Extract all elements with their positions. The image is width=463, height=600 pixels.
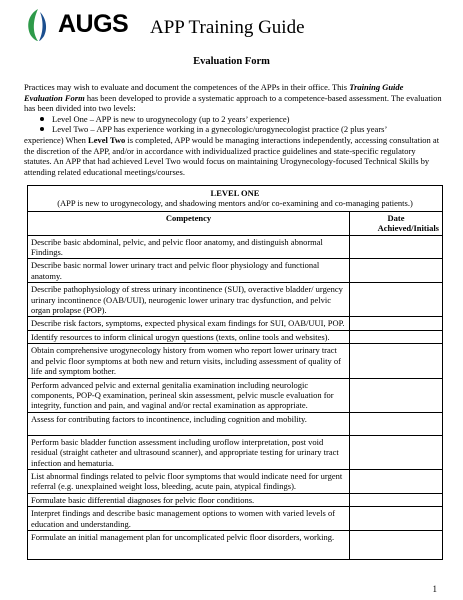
- intro-paragraph-1: Practices may wish to evaluate and document the competences of the APPs in their office. This Training Guide Evaluation Form has been developed to provide a systematic approach to a competence-based assessment. The evaluation has been divided into two levels:: [24, 82, 442, 114]
- date-entry-cell[interactable]: [350, 330, 443, 343]
- table-row: Describe pathophysiology of stress urinary incontinence (SUI), overactive bladder/ urgency urinary incontinence (OAB/UUI), neurogenic lower urinary trac dysfunction, and pelvic organ prolapse (POP).: [28, 283, 443, 317]
- date-entry-cell[interactable]: [350, 235, 443, 259]
- level-one-bullet: Level One – APP is new to urogynecology (up to 2 years’ experience): [52, 114, 444, 125]
- competency-table: [27, 185, 443, 560]
- date-entry-cell[interactable]: [350, 469, 443, 493]
- competency-header: Competency: [28, 211, 350, 235]
- date-entry-cell[interactable]: [350, 530, 443, 559]
- table-row: Describe basic normal lower urinary tract and pelvic floor physiology and functional anatomy.: [28, 259, 443, 283]
- document-title: APP Training Guide: [150, 17, 305, 38]
- augs-logo-icon: [24, 8, 52, 42]
- date-entry-cell[interactable]: [350, 317, 443, 330]
- column-header-row: [28, 211, 443, 235]
- date-header: Date Achieved/Initials: [350, 211, 443, 235]
- date-entry-cell[interactable]: [350, 435, 443, 469]
- level-two-emphasis: Level Two: [88, 134, 126, 145]
- level-header-row: [28, 186, 443, 212]
- level-two-bullet: Level Two – APP has experience working in a gynecologic/urogynecologist practice (2 plus years’: [52, 124, 444, 135]
- table-row: Identify resources to inform clinical urogyn questions (texts, online tools and websites).: [28, 330, 443, 343]
- date-entry-cell[interactable]: [350, 344, 443, 378]
- date-entry-cell[interactable]: [350, 378, 443, 412]
- intro-paragraph-2: experience) When Level Two is completed, APP would be managing interactions independently, accessing consultation at the discretion of the APP, and/or in accordance with individualized practice guidelines and state-specific regulatory statutes. An APP that had achieved Level Two would focus on maintaining Urogynecology-focused Technical Skills by attending related educational meetings/courses.: [24, 134, 440, 177]
- date-entry-cell[interactable]: [350, 493, 443, 506]
- date-entry-cell[interactable]: [350, 259, 443, 283]
- table-row: Formulate basic differential diagnoses for pelvic floor conditions.: [28, 493, 443, 506]
- table-row: Formulate an initial management plan for uncomplicated pelvic floor disorders, working.: [28, 530, 443, 559]
- table-row: Perform basic bladder function assessment including uroflow interpretation, post void residual (straight catheter and ultrasound scanner), and appropriate testing for urinary tract infection and hematuria.: [28, 435, 443, 469]
- page-header: [24, 6, 444, 46]
- table-row: Describe risk factors, symptoms, expected physical exam findings for SUI, OAB/UUI, POP.: [28, 317, 443, 330]
- level-description: (APP is new to urogynecology, and shadowing mentors and/or co-examining and co-managing patients.): [57, 198, 413, 209]
- page-number: 1: [432, 584, 437, 594]
- table-row: Obtain comprehensive urogynecology history from women who report lower urinary tract and pelvic floor symptoms at both new and return visits, including assessment of quality of life and symptom bother.: [28, 344, 443, 378]
- table-row: Assess for contributing factors to incontinence, including cognition and mobility.: [28, 412, 443, 435]
- form-subtitle: Evaluation Form: [193, 56, 270, 67]
- table-row: List abnormal findings related to pelvic floor symptoms that would indicate need for urgent referral (e.g. unexplained weight loss, bleeding, acute pain, atypical findings).: [28, 469, 443, 493]
- table-row: Perform advanced pelvic and external genitalia examination including neurologic components, POP-Q examination, perineal skin assessment, pelvic muscle evaluation for integrity, function and pain, and vaginal and/or rectal examination as appropriate.: [28, 378, 443, 412]
- form-name-emphasis: Training Guide Evaluation Form: [24, 82, 404, 103]
- level-list: [24, 114, 444, 135]
- table-row: Interpret findings and describe basic management options to women with varied levels of education and understanding.: [28, 507, 443, 531]
- date-entry-cell[interactable]: [350, 507, 443, 531]
- table-row: Describe basic abdominal, pelvic, and pelvic floor anatomy, and distinguish abnormal Findings.: [28, 235, 443, 259]
- intro-section: [24, 82, 444, 177]
- date-entry-cell[interactable]: [350, 283, 443, 317]
- date-entry-cell[interactable]: [350, 412, 443, 435]
- level-title: LEVEL ONE: [210, 188, 260, 198]
- logo-text: AUGS: [58, 10, 129, 38]
